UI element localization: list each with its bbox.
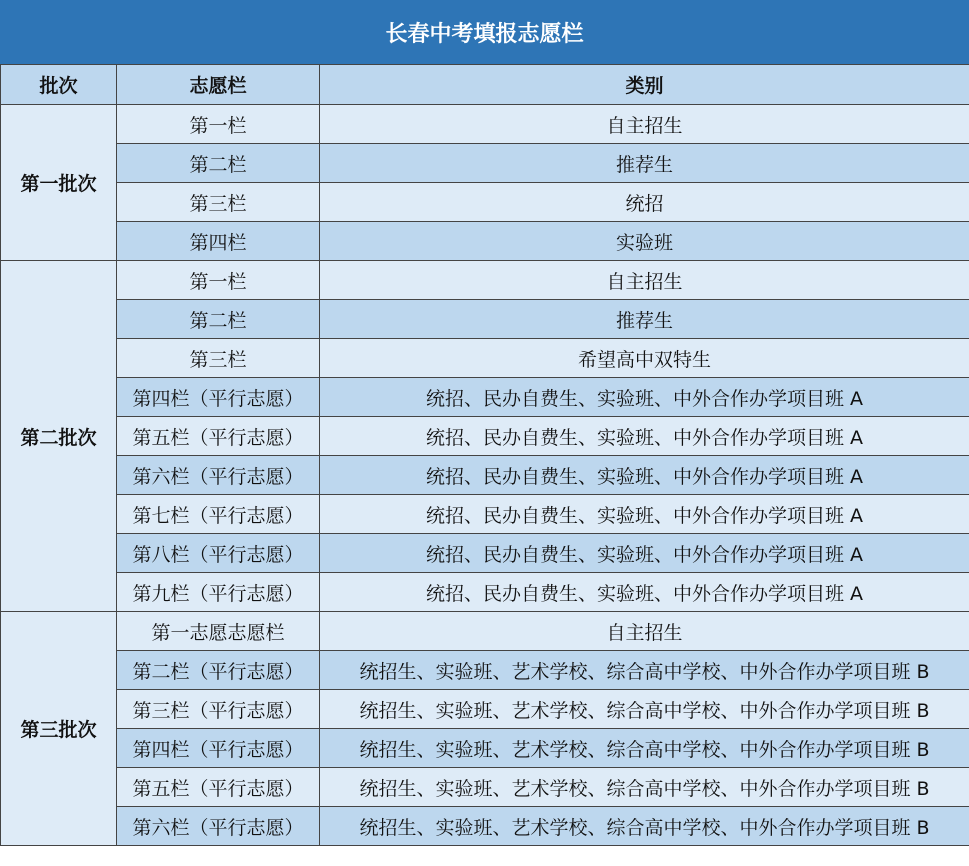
category-cell: 推荐生 — [320, 300, 969, 339]
column-cell: 第九栏（平行志愿） — [117, 573, 320, 612]
column-cell: 第七栏（平行志愿） — [117, 495, 320, 534]
table-body — [1, 105, 969, 846]
column-cell: 第四栏（平行志愿） — [117, 729, 320, 768]
column-cell: 第二栏 — [117, 144, 320, 183]
column-cell: 第一志愿志愿栏 — [117, 612, 320, 651]
table-row — [1, 417, 969, 456]
column-cell: 第五栏（平行志愿） — [117, 417, 320, 456]
category-cell: 自主招生 — [320, 612, 969, 651]
category-cell: 统招生、实验班、艺术学校、综合高中学校、中外合作办学项目班 B — [320, 690, 969, 729]
column-cell: 第二栏 — [117, 300, 320, 339]
column-cell: 第一栏 — [117, 105, 320, 144]
category-cell: 自主招生 — [320, 105, 969, 144]
table-row — [1, 456, 969, 495]
table-title: 长春中考填报志愿栏 — [0, 0, 969, 64]
table-row — [1, 612, 969, 651]
table-row — [1, 495, 969, 534]
category-cell: 统招、民办自费生、实验班、中外合作办学项目班 A — [320, 456, 969, 495]
category-cell: 实验班 — [320, 222, 969, 261]
batch-name-cell: 第二批次 — [1, 261, 117, 612]
table-row — [1, 690, 969, 729]
category-cell: 自主招生 — [320, 261, 969, 300]
header-category: 类别 — [320, 65, 969, 105]
table-row — [1, 378, 969, 417]
table-row — [1, 807, 969, 846]
column-cell: 第六栏（平行志愿） — [117, 807, 320, 846]
category-cell: 希望高中双特生 — [320, 339, 969, 378]
batch-name-cell: 第一批次 — [1, 105, 117, 261]
category-cell: 统招生、实验班、艺术学校、综合高中学校、中外合作办学项目班 B — [320, 768, 969, 807]
header-batch: 批次 — [1, 65, 117, 105]
column-cell: 第四栏 — [117, 222, 320, 261]
table-row — [1, 261, 969, 300]
column-cell: 第四栏（平行志愿） — [117, 378, 320, 417]
category-cell: 统招、民办自费生、实验班、中外合作办学项目班 A — [320, 417, 969, 456]
column-cell: 第三栏 — [117, 183, 320, 222]
table-row — [1, 339, 969, 378]
table-row — [1, 729, 969, 768]
category-cell: 统招生、实验班、艺术学校、综合高中学校、中外合作办学项目班 B — [320, 651, 969, 690]
header-column: 志愿栏 — [117, 65, 320, 105]
table-row — [1, 144, 969, 183]
volunteer-table — [0, 64, 969, 846]
table-row — [1, 573, 969, 612]
column-cell: 第三栏（平行志愿） — [117, 690, 320, 729]
column-cell: 第一栏 — [117, 261, 320, 300]
header-row — [1, 65, 969, 105]
category-cell: 统招生、实验班、艺术学校、综合高中学校、中外合作办学项目班 B — [320, 729, 969, 768]
category-cell: 统招生、实验班、艺术学校、综合高中学校、中外合作办学项目班 B — [320, 807, 969, 846]
table-row — [1, 300, 969, 339]
table-row — [1, 105, 969, 144]
batch-name-cell: 第三批次 — [1, 612, 117, 846]
table-row — [1, 183, 969, 222]
column-cell: 第八栏（平行志愿） — [117, 534, 320, 573]
category-cell: 统招、民办自费生、实验班、中外合作办学项目班 A — [320, 573, 969, 612]
category-cell: 统招、民办自费生、实验班、中外合作办学项目班 A — [320, 534, 969, 573]
category-cell: 统招 — [320, 183, 969, 222]
table-row — [1, 534, 969, 573]
table-row — [1, 651, 969, 690]
category-cell: 推荐生 — [320, 144, 969, 183]
category-cell: 统招、民办自费生、实验班、中外合作办学项目班 A — [320, 378, 969, 417]
table-row — [1, 222, 969, 261]
column-cell: 第三栏 — [117, 339, 320, 378]
column-cell: 第六栏（平行志愿） — [117, 456, 320, 495]
column-cell: 第五栏（平行志愿） — [117, 768, 320, 807]
category-cell: 统招、民办自费生、实验班、中外合作办学项目班 A — [320, 495, 969, 534]
column-cell: 第二栏（平行志愿） — [117, 651, 320, 690]
table-row — [1, 768, 969, 807]
